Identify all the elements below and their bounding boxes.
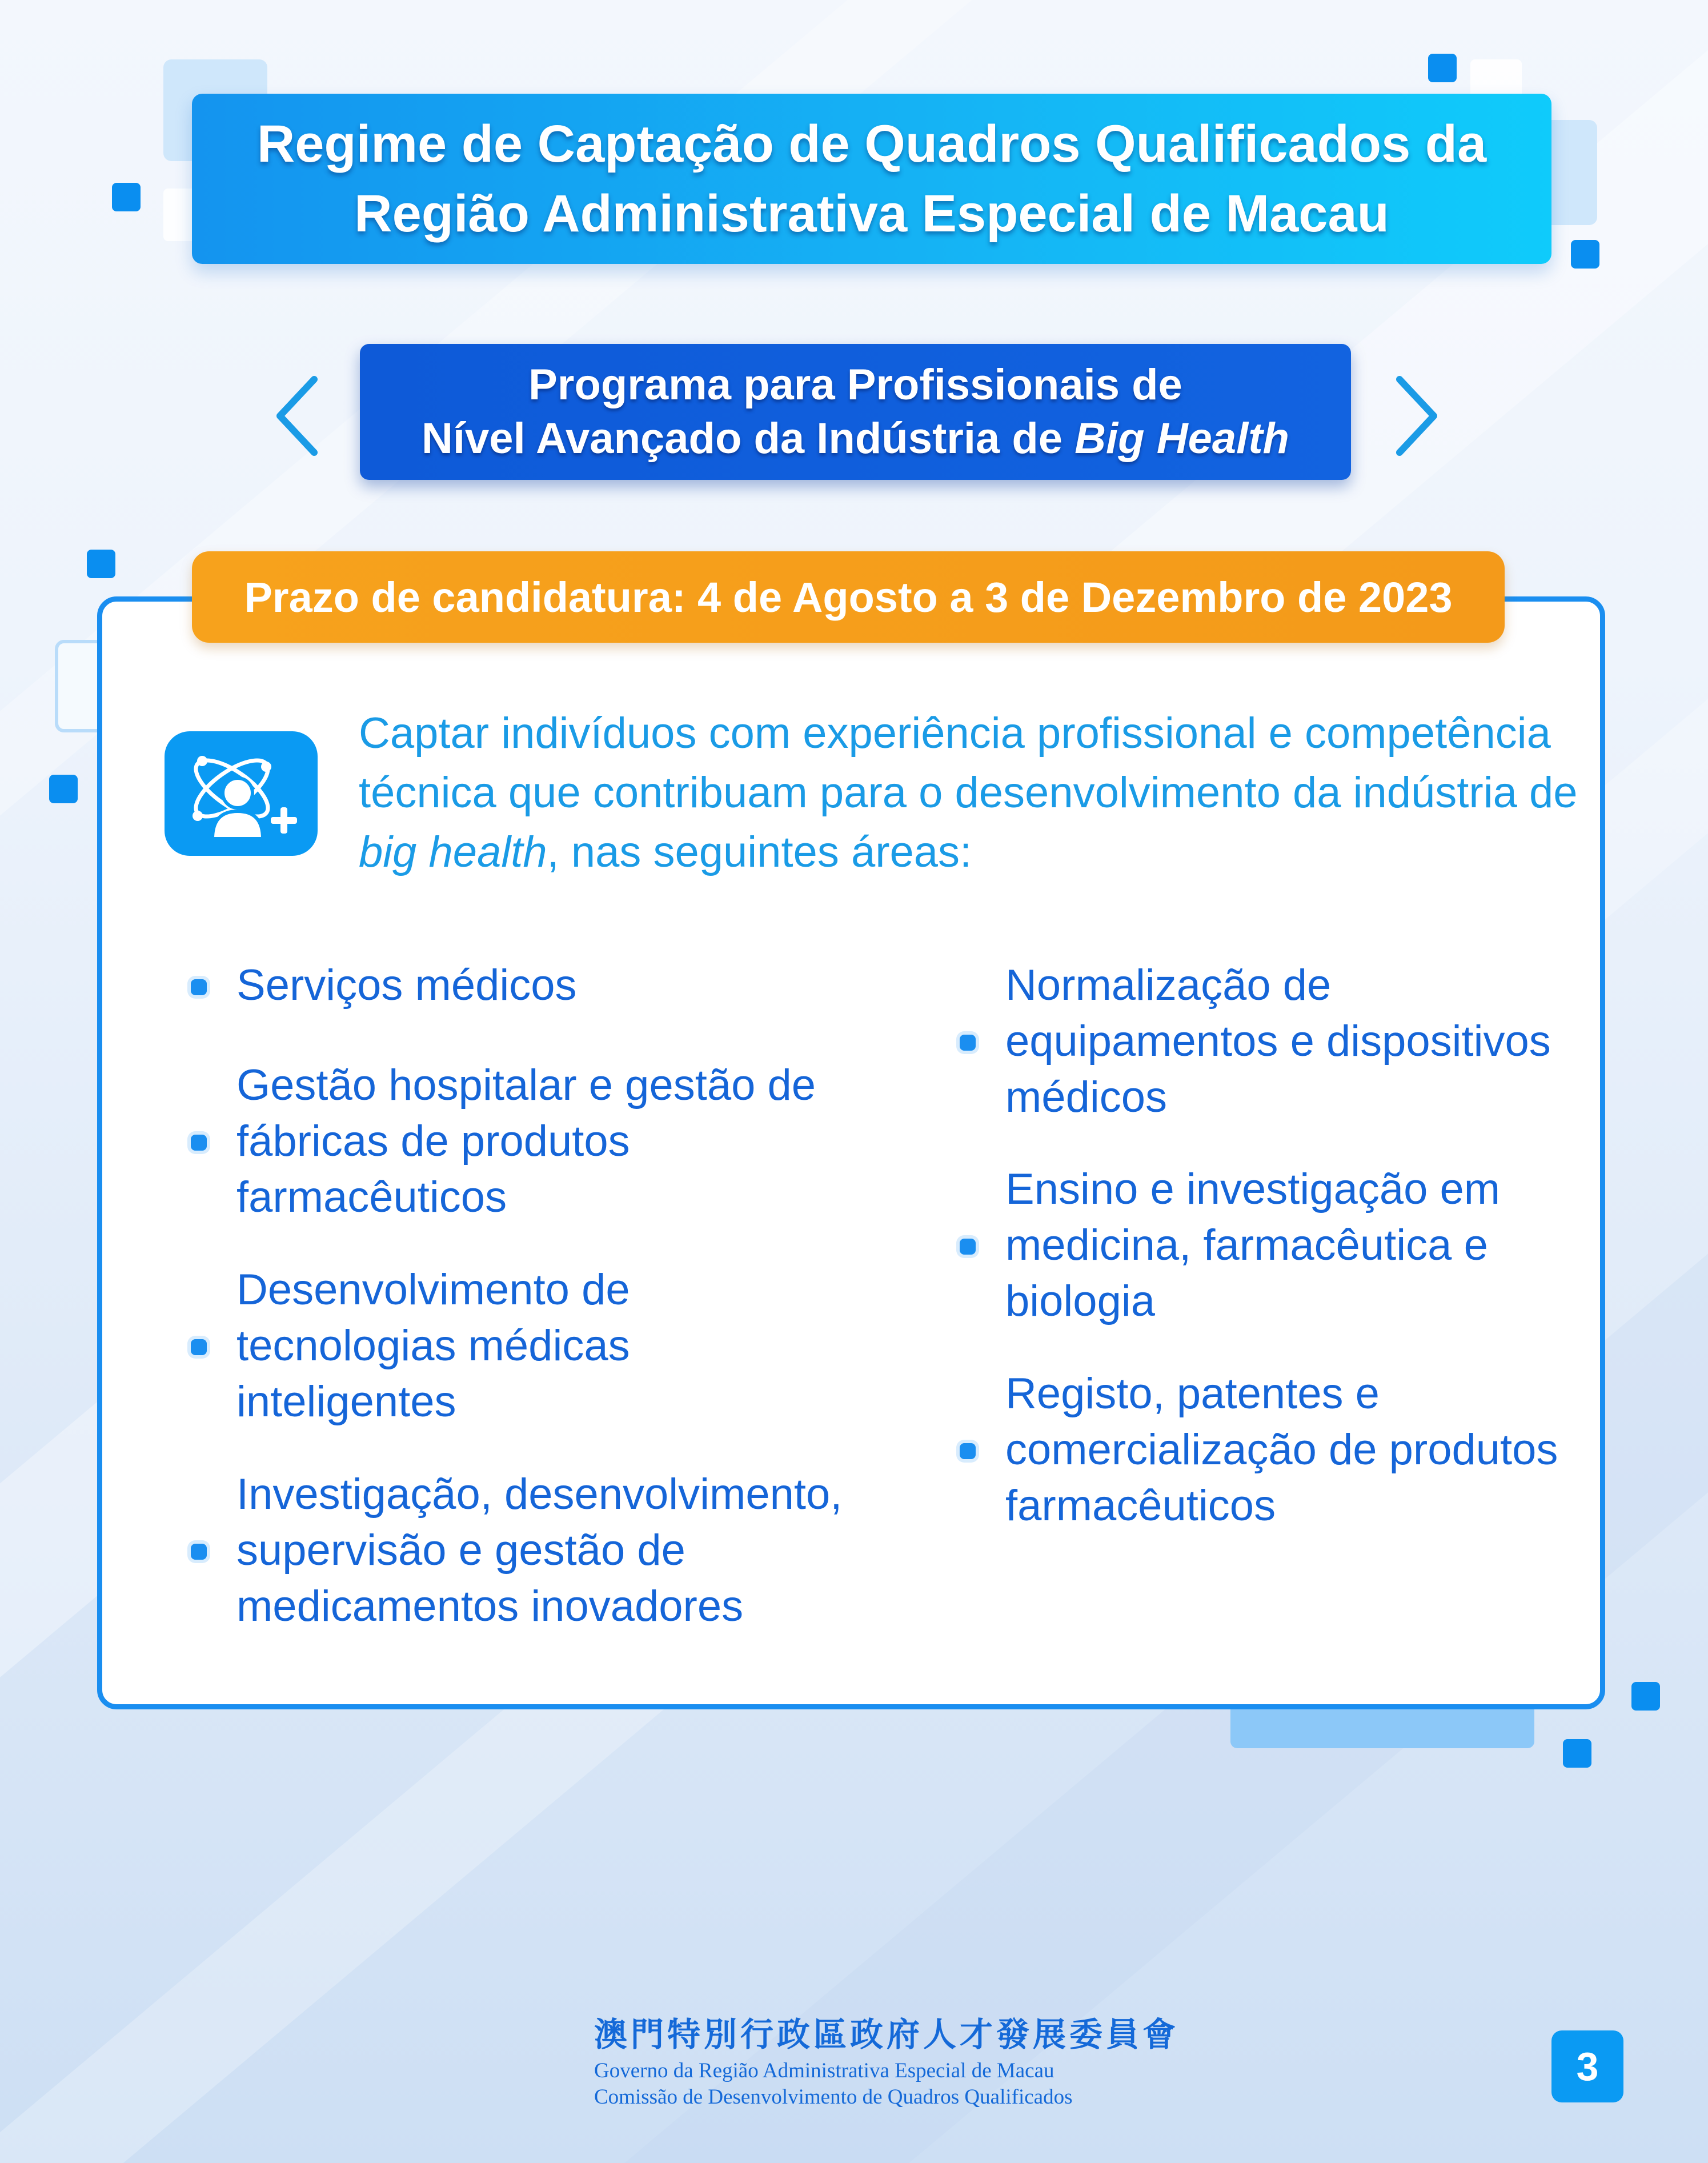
- list-item: [960, 958, 1551, 1125]
- bullet-icon: [191, 979, 207, 995]
- intro-paragraph: [359, 704, 1581, 882]
- decor-square: [1563, 1739, 1591, 1768]
- program-title-line2: [422, 412, 1289, 466]
- chevron-left-icon[interactable]: [270, 374, 324, 458]
- page-number: 3: [1551, 2030, 1623, 2102]
- deadline-badge: Prazo de candidatura: 4 de Agosto a 3 de Dezembro de 2023: [192, 551, 1505, 643]
- footer: [594, 2012, 1179, 2110]
- page-title-line1: Regime de Captação de Quadros Qualificados da: [256, 115, 1487, 173]
- list-item-text: Investigação, desenvolvimento, supervisão e gestão de medicamentos inovadores: [236, 1470, 843, 1631]
- program-title-line1: Programa para Profissionais de: [528, 360, 1182, 409]
- bullet-icon: [191, 1135, 207, 1151]
- decor-square: [87, 550, 115, 578]
- list-item-text: Normalização de equipamentos e dispositivos médicos: [1005, 961, 1551, 1121]
- page-title-line2: Região Administrativa Especial de Macau: [354, 185, 1389, 243]
- intro-text-italic: big health: [359, 828, 547, 876]
- list-item: [191, 1467, 842, 1635]
- list-item: [191, 958, 577, 1014]
- decor-square: [49, 775, 78, 803]
- list-item: [960, 1161, 1500, 1329]
- list-item-text: Registo, patentes e comercialização de produtos farmacêuticos: [1005, 1369, 1558, 1530]
- decor-square: [112, 183, 141, 211]
- list-item-text: Serviços médicos: [236, 961, 577, 1010]
- decor-square: [1428, 54, 1457, 82]
- footer-commission: Comissão de Desenvolvimento de Quadros Qualificados: [594, 2085, 1073, 2109]
- bullet-icon: [191, 1544, 207, 1560]
- list-item: [960, 1366, 1558, 1534]
- intro-text-prefix: Captar indivíduos com experiência profissional e competência técnica que contribuam para o desenvolvimento da indústria de: [359, 709, 1578, 817]
- bullet-icon: [191, 1339, 207, 1355]
- decor-square: [1571, 240, 1599, 269]
- title-banner: [192, 94, 1551, 264]
- list-item: [191, 1262, 630, 1430]
- program-banner: [360, 344, 1351, 480]
- intro-text-suffix: , nas seguintes áreas:: [547, 828, 972, 876]
- list-item-text: Gestão hospitalar e gestão de fábricas de produtos farmacêuticos: [236, 1061, 816, 1221]
- list-item-text: Desenvolvimento de tecnologias médicas inteligentes: [236, 1265, 630, 1426]
- bullet-icon: [960, 1443, 976, 1459]
- program-title-prefix: Nível Avançado da Indústria de: [422, 414, 1075, 463]
- bullet-icon: [960, 1239, 976, 1255]
- decor-square: [1631, 1682, 1660, 1711]
- chevron-right-icon[interactable]: [1389, 374, 1444, 458]
- footer-chinese-name: 澳門特別行政區政府人才發展委員會: [594, 2016, 1180, 2053]
- list-item: [191, 1058, 816, 1225]
- footer-government: Governo da Região Administrativa Especial de Macau: [594, 2059, 1055, 2082]
- list-item-text: Ensino e investigação em medicina, farmacêutica e biologia: [1005, 1165, 1501, 1325]
- talent-atom-user-plus-icon: [165, 731, 318, 856]
- bullet-icon: [960, 1035, 976, 1051]
- program-title-italic: Big Health: [1074, 414, 1289, 463]
